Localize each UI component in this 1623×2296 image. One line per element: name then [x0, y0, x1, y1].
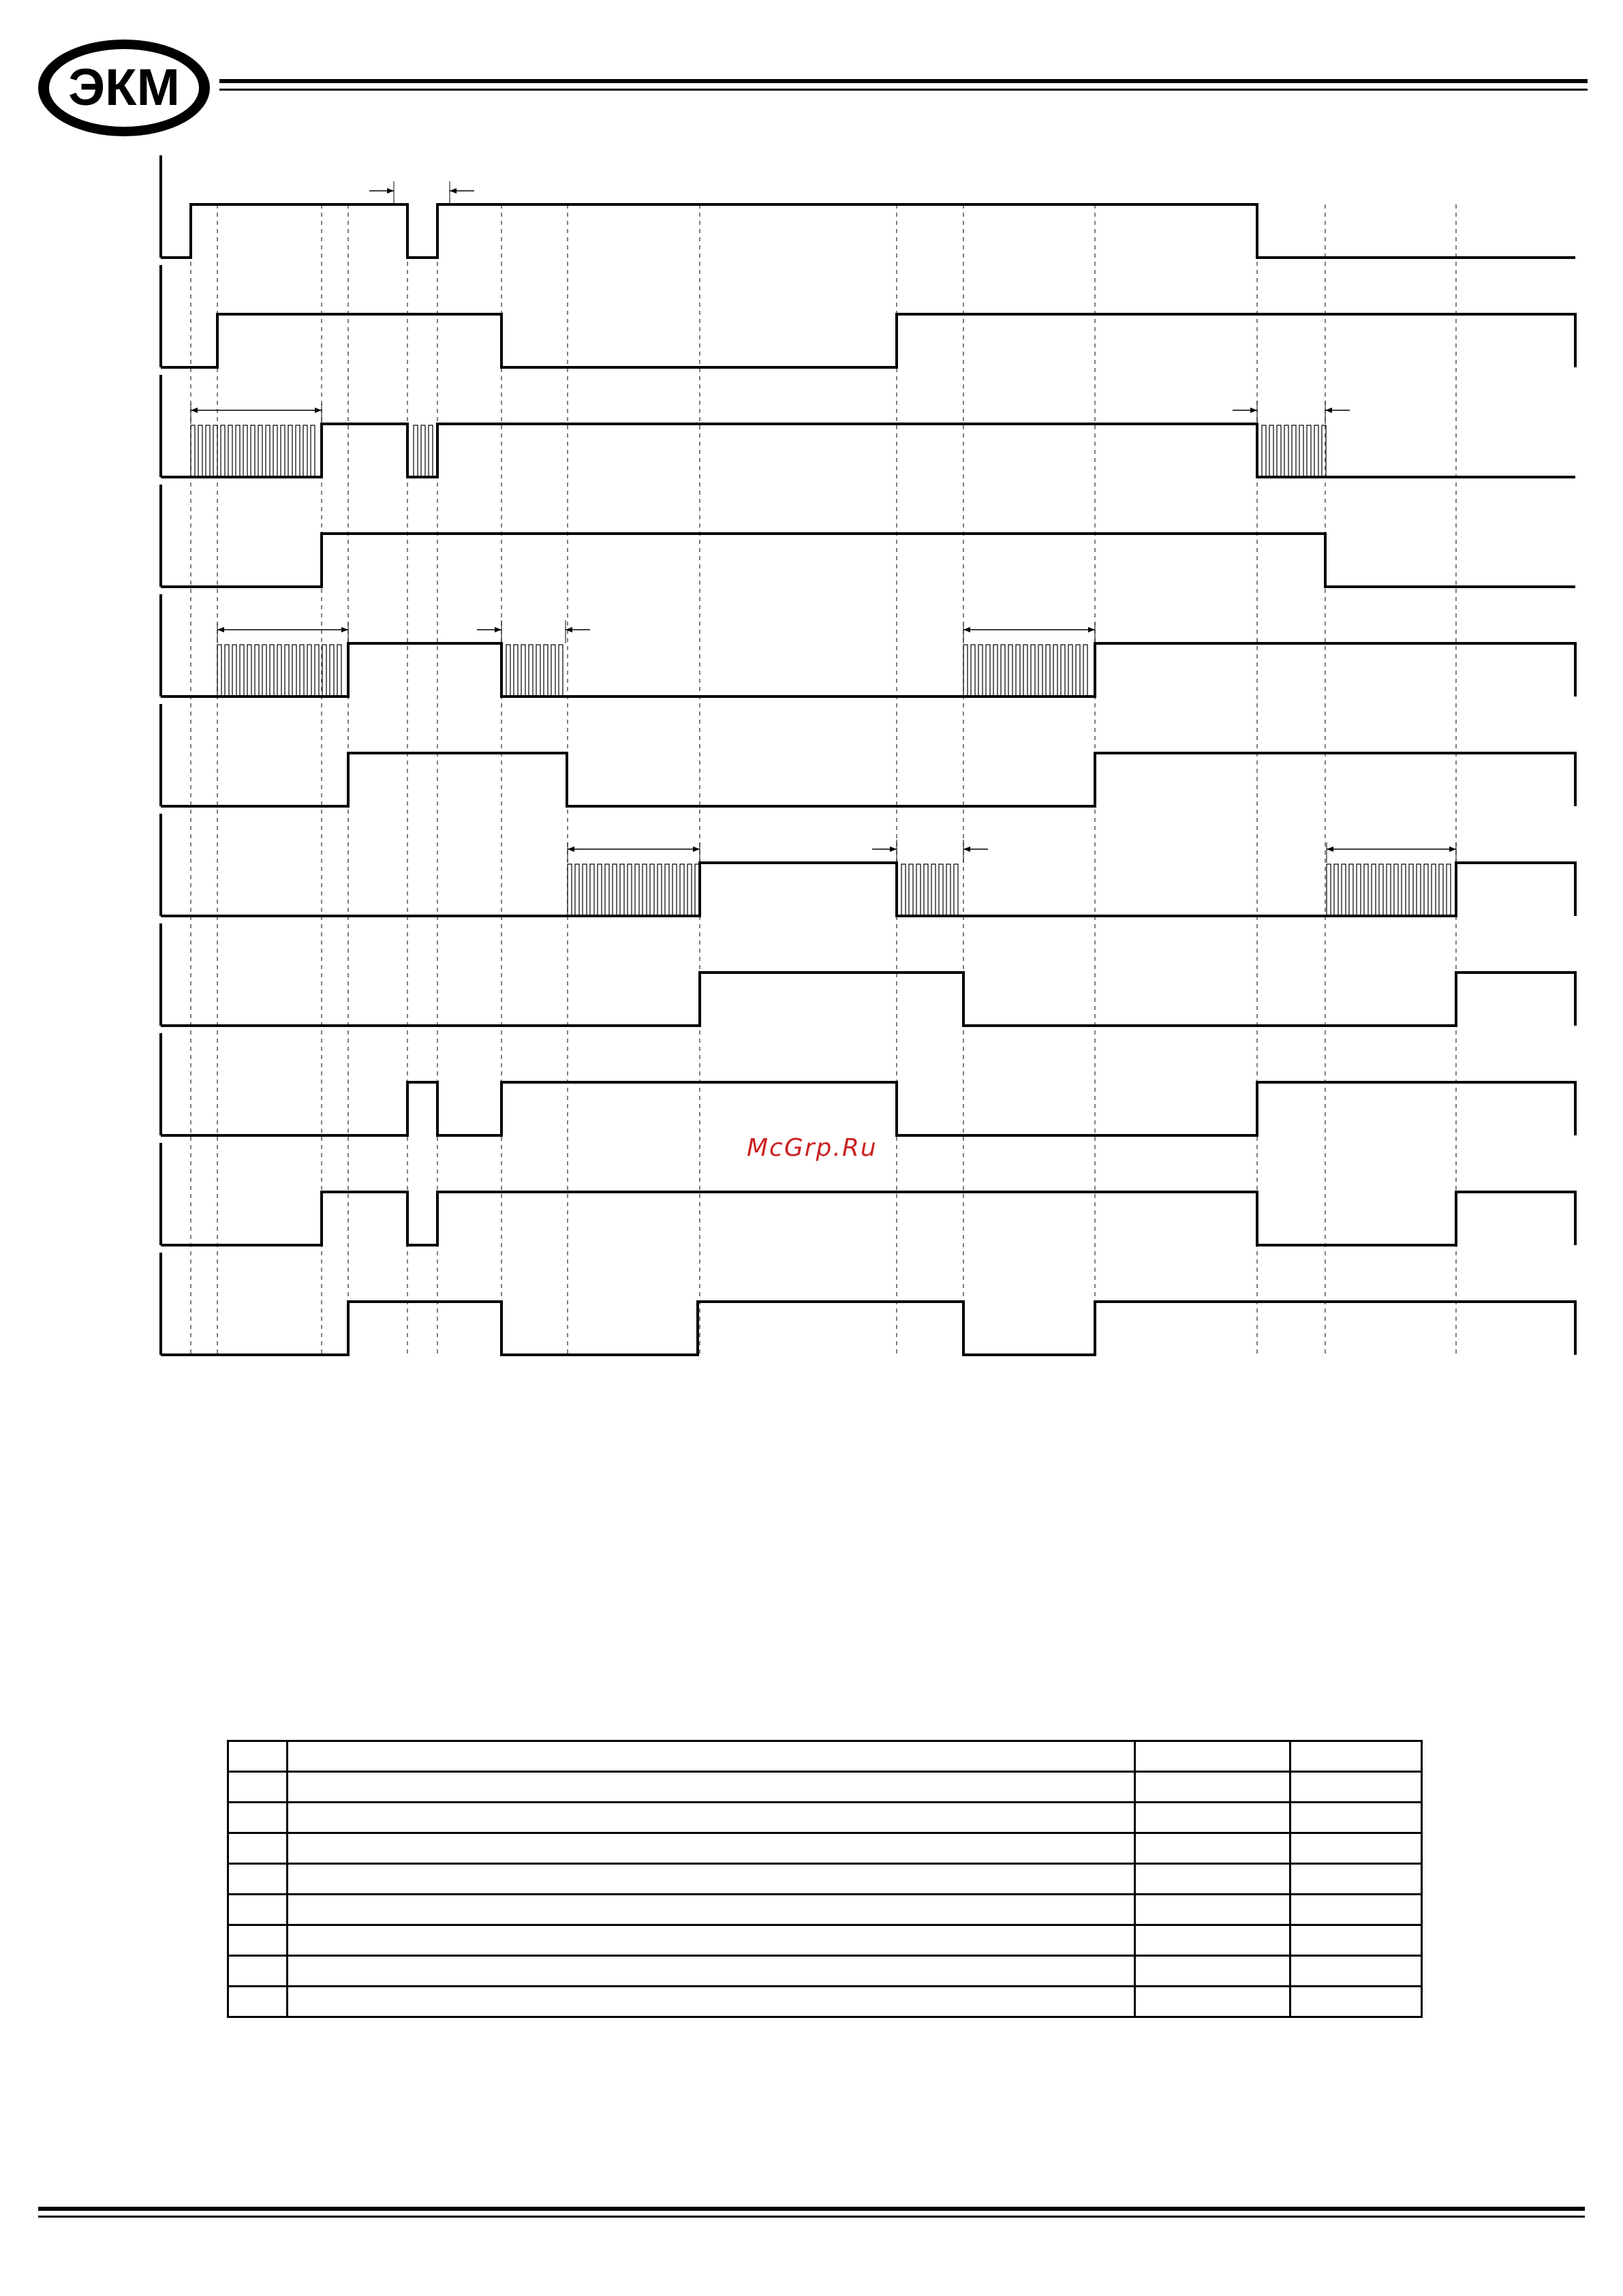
table-cell: [228, 1987, 288, 2017]
pulse: [1342, 864, 1346, 916]
marker-arrow: [566, 627, 572, 632]
timespan-arrow-right: [341, 627, 348, 632]
pulse: [650, 864, 654, 916]
pulse: [536, 645, 540, 697]
pulse: [986, 645, 990, 697]
pulse: [687, 864, 692, 916]
signal-2-waveform: [161, 314, 1575, 367]
signal-11-waveform: [161, 1302, 1575, 1355]
timespan-arrow-left: [191, 408, 198, 413]
pulse: [1008, 645, 1013, 697]
pulse: [236, 425, 240, 477]
pulse: [232, 645, 236, 697]
table-cell: [1290, 1925, 1422, 1956]
pulse: [514, 645, 518, 697]
pulse: [544, 645, 548, 697]
pulse: [228, 425, 232, 477]
marker-arrow: [450, 188, 457, 194]
pulse: [285, 645, 289, 697]
timespan-arrow-left: [1327, 846, 1333, 852]
table-cell: [1135, 1803, 1290, 1833]
timespan-arrow-right: [693, 846, 700, 852]
table-row: [228, 1987, 1422, 2017]
table-cell: [1135, 1956, 1290, 1987]
pulse: [270, 645, 274, 697]
pulse: [311, 425, 315, 477]
table-row: [228, 1925, 1422, 1956]
table-cell: [1290, 1772, 1422, 1803]
pulse: [206, 425, 210, 477]
pulse: [613, 864, 617, 916]
timespan-arrow-left: [217, 627, 224, 632]
pulse: [583, 864, 587, 916]
pulse: [266, 425, 270, 477]
pulse: [217, 645, 221, 697]
pulse: [1307, 425, 1311, 477]
table-cell: [1290, 1803, 1422, 1833]
pulse: [1299, 425, 1303, 477]
pulse: [337, 645, 341, 697]
table-cell: [228, 1833, 288, 1864]
pulse: [1364, 864, 1368, 916]
pulse: [559, 645, 563, 697]
marker-arrow: [890, 846, 897, 852]
signal-5-waveform: [161, 643, 1575, 697]
pulse: [954, 864, 958, 916]
logo-text: ЭКМ: [68, 59, 180, 117]
table-cell: [288, 1741, 1135, 1772]
pulse: [598, 864, 602, 916]
pulse: [620, 864, 624, 916]
pulse: [221, 425, 225, 477]
pulse: [191, 425, 195, 477]
pulse: [1447, 864, 1451, 916]
pulse: [240, 645, 244, 697]
table-cell: [228, 1895, 288, 1925]
table-cell: [1290, 1864, 1422, 1895]
pulse: [635, 864, 639, 916]
pulse: [213, 425, 217, 477]
table-cell: [1290, 1833, 1422, 1864]
pulse: [1379, 864, 1383, 916]
pulse: [643, 864, 647, 916]
pulse: [288, 425, 292, 477]
pulse: [521, 645, 525, 697]
pulse: [978, 645, 983, 697]
pulse: [1053, 645, 1057, 697]
signal-1-waveform: [161, 204, 1575, 258]
pulse: [243, 425, 247, 477]
pulse: [1357, 864, 1361, 916]
table-cell: [288, 1925, 1135, 1956]
pulse: [1277, 425, 1281, 477]
timespan-arrow-right: [315, 408, 322, 413]
pulse: [1068, 645, 1072, 697]
pulse: [1031, 645, 1035, 697]
pulse: [946, 864, 950, 916]
pulse: [1262, 425, 1266, 477]
pulse: [575, 864, 579, 916]
marker-arrow: [387, 188, 394, 194]
signal-6-waveform: [161, 753, 1575, 806]
pulse: [605, 864, 609, 916]
table-cell: [1135, 1895, 1290, 1925]
pulse: [307, 645, 311, 697]
pulse: [1432, 864, 1436, 916]
table-cell: [228, 1864, 288, 1895]
table-row: [228, 1956, 1422, 1987]
pulse: [1023, 645, 1027, 697]
pulse: [315, 645, 319, 697]
pulse: [251, 425, 255, 477]
pulse: [1038, 645, 1042, 697]
timespan-arrow-left: [568, 846, 574, 852]
pulse: [273, 425, 277, 477]
marker-arrow: [495, 627, 501, 632]
marker-arrow: [963, 846, 970, 852]
pulse: [225, 645, 229, 697]
table-cell: [288, 1987, 1135, 2017]
pulse: [262, 645, 266, 697]
pulse: [1439, 864, 1443, 916]
pulse: [1284, 425, 1288, 477]
pulse: [568, 864, 572, 916]
table-cell: [228, 1956, 288, 1987]
pulse: [296, 425, 300, 477]
table-cell: [1290, 1956, 1422, 1987]
pulse: [1292, 425, 1296, 477]
table-row: [228, 1833, 1422, 1864]
table-cell: [1135, 1772, 1290, 1803]
pulse: [971, 645, 975, 697]
pulse: [963, 645, 968, 697]
pulse: [322, 645, 326, 697]
pulse: [1076, 645, 1080, 697]
pulse: [993, 645, 998, 697]
pulse: [330, 645, 334, 697]
pulse: [1409, 864, 1413, 916]
table-cell: [1135, 1987, 1290, 2017]
pulse: [909, 864, 913, 916]
pulse: [247, 645, 251, 697]
pulse: [680, 864, 684, 916]
pulse: [1387, 864, 1391, 916]
pulse: [1424, 864, 1428, 916]
table-cell: [1135, 1833, 1290, 1864]
table-row: [228, 1803, 1422, 1833]
signal-7-waveform: [161, 863, 1575, 916]
table-row: [228, 1772, 1422, 1803]
table-cell: [1290, 1741, 1422, 1772]
table-cell: [288, 1956, 1135, 1987]
table-cell: [228, 1741, 288, 1772]
pulse: [1269, 425, 1273, 477]
pulse: [1314, 425, 1318, 477]
pulse: [939, 864, 943, 916]
table-cell: [228, 1772, 288, 1803]
timespan-arrow-left: [963, 627, 970, 632]
pulse: [421, 425, 425, 477]
pulse: [255, 645, 259, 697]
pulse: [665, 864, 669, 916]
table-cell: [288, 1772, 1135, 1803]
table-row: [228, 1864, 1422, 1895]
timespan-arrow-right: [1449, 846, 1456, 852]
signal-8-waveform: [161, 973, 1575, 1026]
pulse: [1417, 864, 1421, 916]
pulse: [1349, 864, 1353, 916]
pulse: [529, 645, 533, 697]
pulse: [1083, 645, 1087, 697]
pulse: [1016, 645, 1020, 697]
footer-rule: [38, 2207, 1585, 2220]
pulse: [1001, 645, 1005, 697]
pulse: [590, 864, 594, 916]
pulse: [628, 864, 632, 916]
signal-10-waveform: [161, 1192, 1575, 1245]
pulse: [281, 425, 285, 477]
table-cell: [288, 1803, 1135, 1833]
table-cell: [228, 1803, 288, 1833]
table-row: [228, 1741, 1422, 1772]
table-cell: [288, 1833, 1135, 1864]
pulse: [1334, 864, 1338, 916]
pulse: [506, 645, 510, 697]
marker-arrow: [1325, 408, 1332, 413]
signal-4-waveform: [161, 534, 1575, 587]
pulse: [931, 864, 936, 916]
step-table: [227, 1740, 1423, 2018]
table-cell: [1135, 1741, 1290, 1772]
table-cell: [1290, 1895, 1422, 1925]
pulse: [1327, 864, 1331, 916]
pulse: [414, 425, 418, 477]
table-row: [228, 1895, 1422, 1925]
pulse: [1402, 864, 1406, 916]
pulse: [673, 864, 677, 916]
signal-9-waveform: [161, 1082, 1575, 1135]
pulse: [300, 645, 304, 697]
table-cell: [1135, 1864, 1290, 1895]
pulse: [1394, 864, 1398, 916]
pulse: [658, 864, 662, 916]
table-cell: [1290, 1987, 1422, 2017]
watermark: McGrp.Ru: [747, 1134, 878, 1162]
table-cell: [1135, 1925, 1290, 1956]
pulse: [901, 864, 906, 916]
pulse: [292, 645, 296, 697]
table-cell: [288, 1864, 1135, 1895]
pulse: [916, 864, 921, 916]
pulse: [551, 645, 555, 697]
pulse: [277, 645, 281, 697]
pulse: [303, 425, 307, 477]
pulse: [1372, 864, 1376, 916]
pulse: [1061, 645, 1065, 697]
pulse: [258, 425, 262, 477]
marker-arrow: [1250, 408, 1257, 413]
table-cell: [288, 1895, 1135, 1925]
pulse: [924, 864, 928, 916]
pulse: [429, 425, 433, 477]
table-cell: [228, 1925, 288, 1956]
pulse: [1046, 645, 1050, 697]
pulse: [198, 425, 202, 477]
signal-3-waveform: [161, 424, 1575, 477]
timespan-arrow-right: [1088, 627, 1095, 632]
